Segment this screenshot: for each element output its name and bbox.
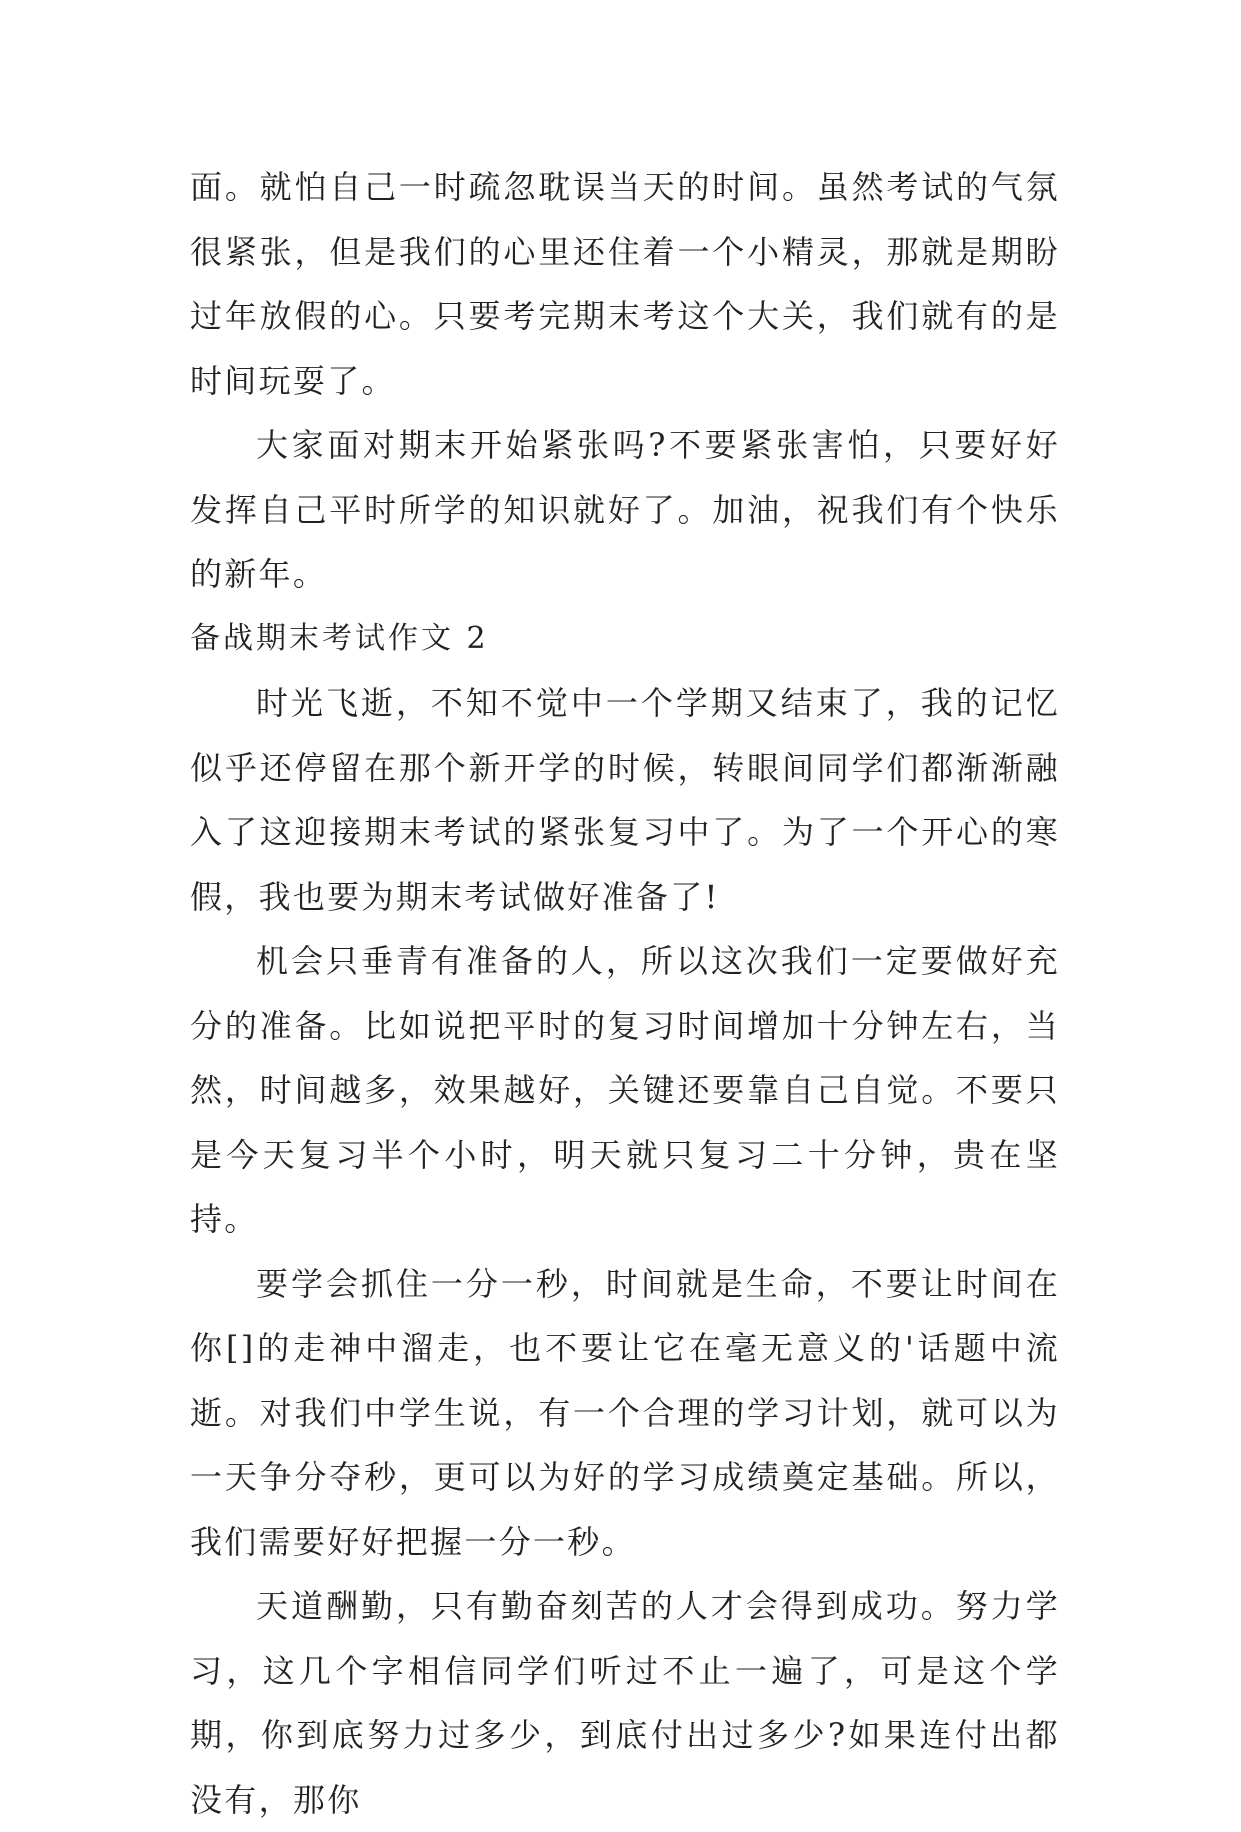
paragraph-4: 机会只垂青有准备的人，所以这次我们一定要做好充分的准备。比如说把平时的复习时间增加十分钟左右，当然，时间越多，效果越好，关键还要靠自己自觉。不要只是今天复习半个小时，明天就只复习二十分钟，贵在坚持。 [190, 942, 1060, 1238]
paragraph-1: 面。就怕自己一时疏忽耽误当天的时间。虽然考试的气氛很紧张，但是我们的心里还住着一个小精灵，那就是期盼过年放假的心。只要考完期末考这个大关，我们就有的是时间玩耍了。 [190, 168, 1060, 400]
paragraph-5: 要学会抓住一分一秒，时间就是生命，不要让时间在你[]的走神中溜走，也不要让它在毫无意义的'话题中流逝。对我们中学生说，有一个合理的学习计划，就可以为一天争分夺秒，更可以为好的学习成绩奠定基础。所以，我们需要好好把握一分一秒。 [190, 1264, 1060, 1561]
paragraph-2: 大家面对期末开始紧张吗?不要紧张害怕，只要好好发挥自己平时所学的知识就好了。加油，祝我们有个快乐的新年。 [190, 426, 1060, 593]
document-body [190, 155, 1060, 1832]
paragraph-6: 天道酬勤，只有勤奋刻苦的人才会得到成功。努力学习，这几个字相信同学们听过不止一遍了，可是这个学期，你到底努力过多少，到底付出过多少?如果连付出都没有，那你 [190, 1587, 1060, 1819]
paragraph-3: 时光飞逝，不知不觉中一个学期又结束了，我的记忆似乎还停留在那个新开学的时候，转眼间同学们都渐渐融入了这迎接期末考试的紧张复习中了。为了一个开心的寒假，我也要为期末考试做好准备了! [190, 684, 1060, 916]
section-heading: 备战期末考试作文 2 [190, 620, 489, 656]
